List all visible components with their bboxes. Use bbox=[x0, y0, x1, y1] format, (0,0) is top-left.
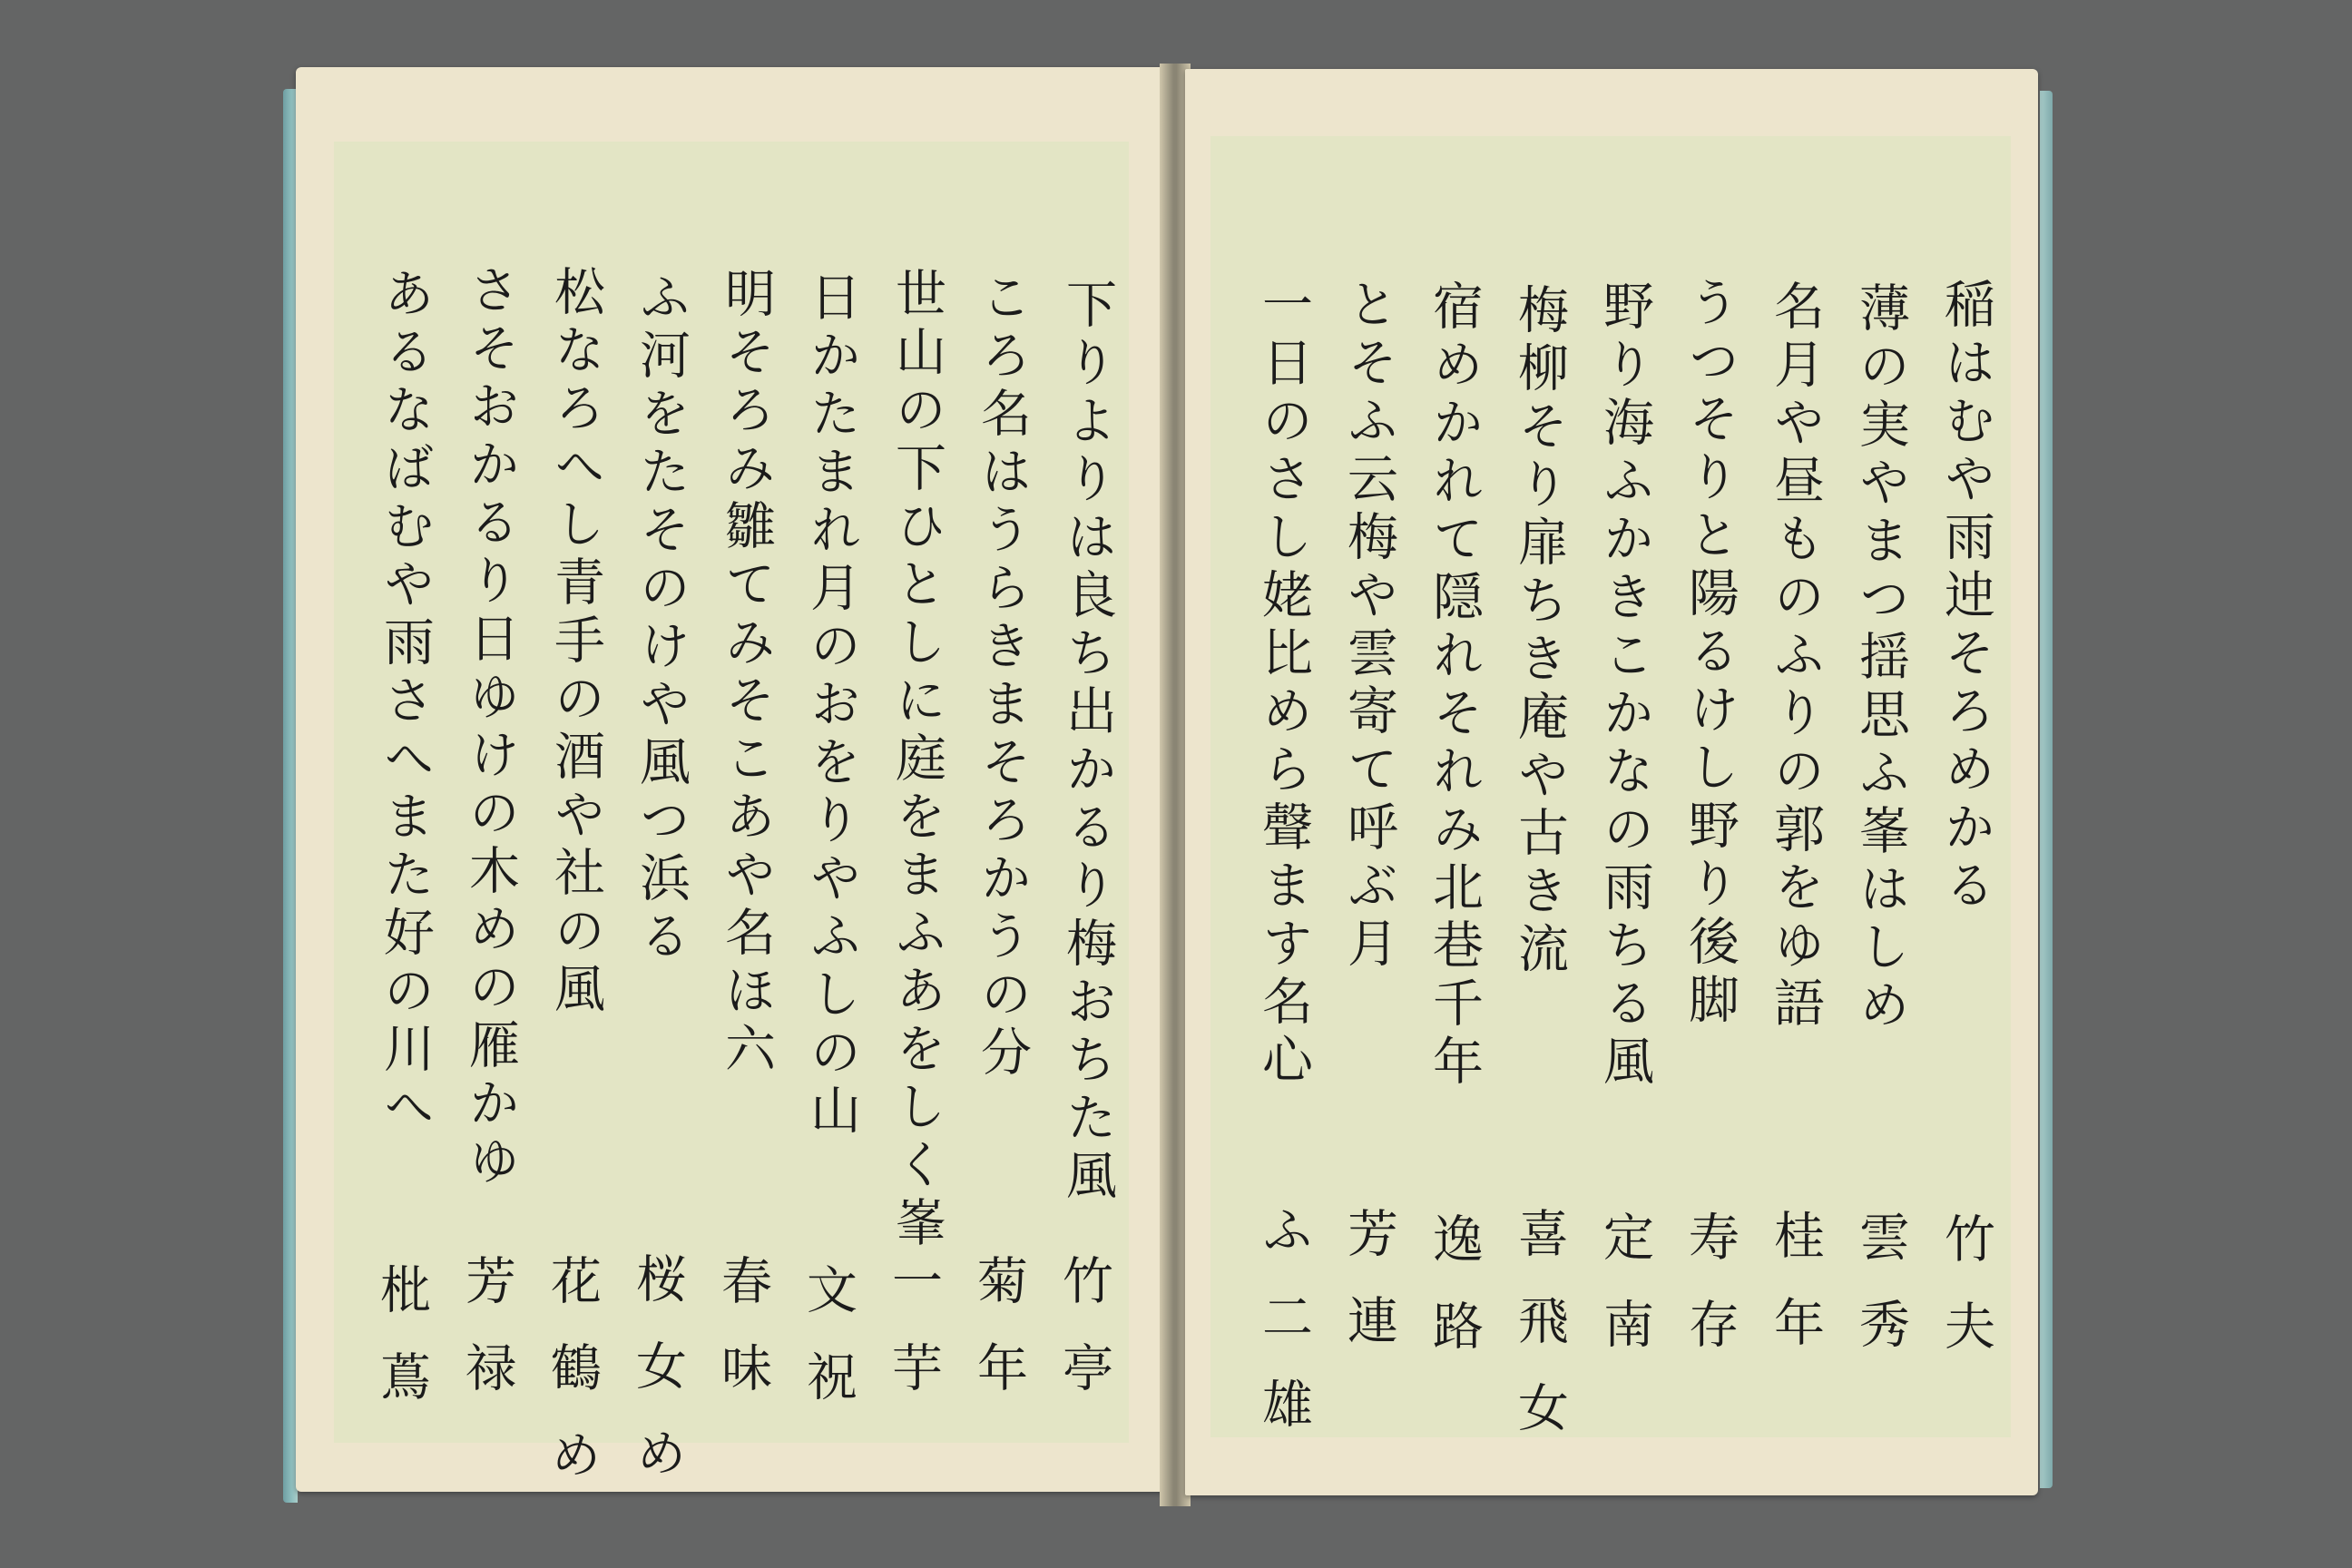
verse-line: 松なろへし青手の酒や社の風 bbox=[546, 265, 605, 1020]
left-print-area bbox=[334, 142, 1129, 1515]
right-page bbox=[1185, 69, 2038, 1495]
verse-line: 日かたまれ月のおをりやふしの山 bbox=[802, 270, 861, 1142]
author-name: 文祝 bbox=[799, 1263, 858, 1437]
author-name: 芳連 bbox=[1339, 1207, 1398, 1381]
right-print-area bbox=[1210, 136, 2011, 1468]
author-name: 芳禄 bbox=[457, 1254, 516, 1428]
verse-line: 一日のさし姥比めら聲ます名心 bbox=[1254, 278, 1313, 1091]
book-cover-edge-right bbox=[2040, 91, 2053, 1488]
verse-line: さそおかるり日ゆけの木めの雁かゆ bbox=[461, 263, 520, 1192]
author-name: 竹夫 bbox=[1936, 1212, 1995, 1387]
verse-line: 梅柳そり扉ちき庵や古き流 bbox=[1510, 283, 1569, 980]
verse-line: 下りよりは良ち出かるり梅おちた風 bbox=[1058, 278, 1117, 1207]
author-name: 春味 bbox=[713, 1254, 772, 1428]
author-name: 雲秀 bbox=[1851, 1210, 1910, 1385]
verse-line: ふ河をたそのけや風つ浜る bbox=[632, 270, 691, 967]
verse-line: とそふ云梅や雲寄て呼ぶ月 bbox=[1339, 278, 1398, 975]
verse-line: 稲はむや雨迚そろめかる bbox=[1936, 278, 1995, 916]
author-name: 枇蔦 bbox=[372, 1263, 431, 1437]
author-name: 喜飛女 bbox=[1510, 1207, 1569, 1468]
verse-line: 野り海ふかきこかなの雨ちる風 bbox=[1595, 279, 1654, 1093]
author-name: 竹亭 bbox=[1054, 1254, 1113, 1428]
author-name: 花鶴め bbox=[543, 1254, 602, 1515]
author-name: 桜女め bbox=[628, 1252, 687, 1514]
verse-line: あるなばむや雨さへまた好の川へ bbox=[376, 267, 435, 1138]
author-name: 菊年 bbox=[969, 1254, 1028, 1428]
author-name: ふ二雄 bbox=[1254, 1203, 1313, 1465]
author-name: 逸路 bbox=[1425, 1212, 1484, 1387]
author-name: 寿存 bbox=[1681, 1210, 1740, 1385]
verse-line: ころ名はうらきまそろかうの分 bbox=[973, 270, 1032, 1083]
verse-line: 明そろみ雛てみそこあや名ほ六 bbox=[717, 267, 776, 1080]
verse-line: 薄の実やまつ揺思ふ峯はしめ bbox=[1851, 281, 1910, 1036]
verse-line: うつそりと陽るけし野り後脚 bbox=[1681, 276, 1740, 1031]
author-name: 桂年 bbox=[1766, 1209, 1825, 1383]
verse-line: 世山の下ひとしに庭をまふあをしく峯 bbox=[887, 267, 946, 1254]
verse-line: 名月や昼ものふりの郭をゆ語 bbox=[1766, 279, 1825, 1034]
author-name: 定南 bbox=[1595, 1210, 1654, 1385]
verse-line: 宿めかれて隠れそれみ北巷千年 bbox=[1425, 279, 1484, 1093]
author-name: 一芋 bbox=[884, 1254, 943, 1428]
left-page bbox=[296, 67, 1171, 1515]
